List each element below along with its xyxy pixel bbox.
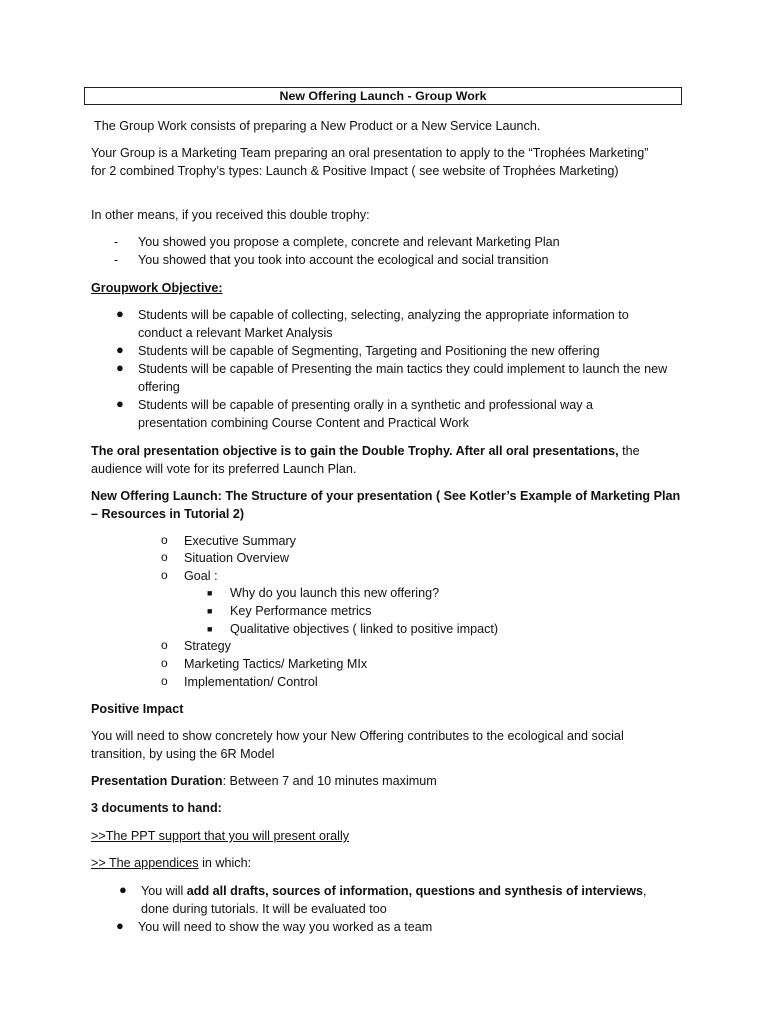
ppt-support-link: >>The PPT support that you will present orally xyxy=(91,829,350,843)
list-item: ■ Key Performance metrics xyxy=(207,604,372,618)
bullet-marker: ● xyxy=(116,342,124,357)
bullet-marker: ● xyxy=(116,306,124,321)
square-marker: ■ xyxy=(207,606,213,616)
list-item: ■ Why do you launch this new offering? xyxy=(207,586,440,600)
square-marker: ■ xyxy=(207,588,213,598)
list-item: ● You will need to show the way you worked as a team xyxy=(116,918,433,934)
oral-paragraph: The oral presentation objective is to gain the Double Trophy. After all oral presentations, the audience will vote for its preferred Launch Plan. xyxy=(91,444,640,476)
list-item: - You showed that you took into account the ecological and social transition xyxy=(114,253,549,267)
list-item: o Goal : xyxy=(161,568,218,583)
list-item: o Strategy xyxy=(161,638,231,653)
appendices-paragraph: >> The appendices in which: xyxy=(91,856,252,870)
intro-paragraph: The Group Work consists of preparing a New Product or a New Service Launch. xyxy=(94,119,541,133)
objective-heading: Groupwork Objective: xyxy=(91,281,223,295)
group-paragraph: Your Group is a Marketing Team preparing an oral presentation to apply to the “Trophées Marketing” for 2 combined Trophy’s types: Launch & Positive Impact ( see website of Trophées Marketing) xyxy=(91,146,649,178)
list-item: ● Students will be capable of Segmenting, Targeting and Positioning the new offering xyxy=(116,342,600,358)
page-title: New Offering Launch - Group Work xyxy=(84,87,682,105)
circle-marker: o xyxy=(161,638,168,652)
circle-marker: o xyxy=(161,674,168,688)
bullet-marker: ● xyxy=(116,918,124,933)
circle-marker: o xyxy=(161,568,168,582)
dash-marker: - xyxy=(114,235,119,249)
circle-marker: o xyxy=(161,550,168,564)
circle-marker: o xyxy=(161,656,168,670)
list-item: o Executive Summary xyxy=(161,533,296,548)
list-item: ● Students will be capable of presenting orally in a synthetic and professional way a presentation combining Course Content and Practical Work xyxy=(116,396,594,430)
list-item: ● Students will be capable of Presenting the main tactics they could implement to launch the new offering xyxy=(116,360,668,394)
list-item: ● You will add all drafts, sources of information, questions and synthesis of interviews, done during tutorials. It will be evaluated too xyxy=(119,882,647,916)
other-means-paragraph: In other means, if you received this double trophy: xyxy=(91,208,370,222)
structure-heading: New Offering Launch: The Structure of your presentation ( See Kotler’s Example of Marketing Plan – Resources in Tutorial 2) xyxy=(91,489,681,521)
list-item: ● Students will be capable of collecting, selecting, analyzing the appropriate information to conduct a relevant Market Analysis xyxy=(116,306,629,340)
bullet-marker: ● xyxy=(116,396,124,411)
list-item: o Marketing Tactics/ Marketing MIx xyxy=(161,656,368,671)
bullet-marker: ● xyxy=(119,882,127,897)
positive-impact-heading: Positive Impact xyxy=(91,702,184,716)
duration-paragraph: Presentation Duration: Between 7 and 10 minutes maximum xyxy=(91,774,437,788)
documents-heading: 3 documents to hand: xyxy=(91,801,222,815)
list-item: - You showed you propose a complete, concrete and relevant Marketing Plan xyxy=(114,235,560,249)
circle-marker: o xyxy=(161,533,168,547)
dash-marker: - xyxy=(114,253,119,267)
list-item: o Situation Overview xyxy=(161,550,289,565)
positive-impact-text: You will need to show concretely how your New Offering contributes to the ecological and social transition, by using the 6R Model xyxy=(91,729,624,761)
list-item: ■ Qualitative objectives ( linked to positive impact) xyxy=(207,622,499,636)
square-marker: ■ xyxy=(207,624,213,634)
list-item: o Implementation/ Control xyxy=(161,674,318,689)
bullet-marker: ● xyxy=(116,360,124,375)
